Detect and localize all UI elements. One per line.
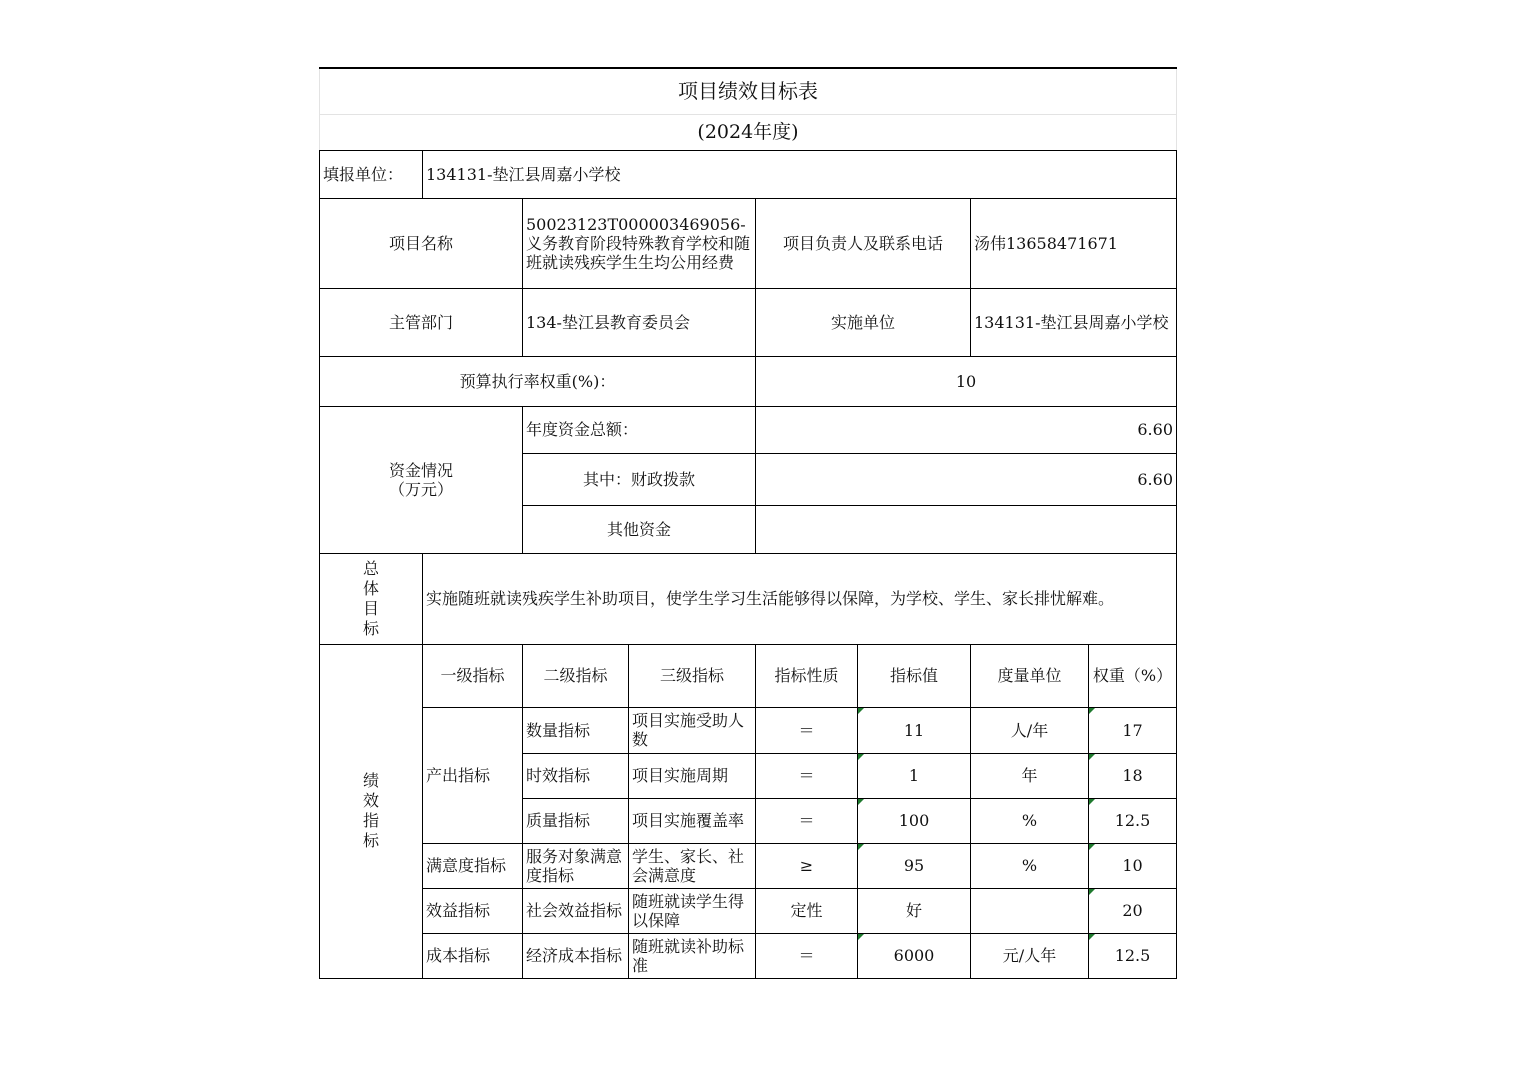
weight-cell: 18: [1089, 753, 1177, 798]
header-weight: 权重（%）: [1089, 644, 1177, 707]
leader-label: 项目负责人及联系电话: [756, 198, 971, 288]
header-level3: 三级指标: [629, 644, 756, 707]
weight-cell: 17: [1089, 707, 1177, 753]
table-row: [320, 707, 1177, 753]
header-level2: 二级指标: [523, 644, 629, 707]
nature-cell: ＝: [756, 753, 858, 798]
level1-cell: 成本指标: [423, 933, 523, 978]
unit-label: 填报单位：: [320, 150, 423, 198]
project-name-label: 项目名称: [320, 198, 523, 288]
perf-label-char: 指: [362, 811, 379, 830]
perf-label-char: 绩: [362, 771, 379, 790]
value-cell: 100: [858, 798, 971, 843]
weight-cell: 20: [1089, 888, 1177, 933]
funds-label-line1: 资金情况: [388, 460, 453, 480]
level3-cell: 学生、家长、社会满意度: [629, 843, 756, 888]
goal-label: [320, 553, 423, 644]
level3-cell: 项目实施覆盖率: [629, 798, 756, 843]
budget-rate-value: 10: [756, 356, 1177, 406]
unit-cell: %: [971, 843, 1089, 888]
perf-label-char: 标: [362, 831, 379, 850]
perf-label: [320, 644, 423, 978]
level2-cell: 经济成本指标: [523, 933, 629, 978]
level3-cell: 随班就读补助标准: [629, 933, 756, 978]
funds-other-value: [756, 505, 1177, 553]
goal-label-char: 标: [362, 618, 379, 638]
funds-fiscal-label: 其中：财政拨款: [523, 453, 756, 505]
level3-cell: 随班就读学生得以保障: [629, 888, 756, 933]
level2-cell: 服务对象满意度指标: [523, 843, 629, 888]
funds-label-line2: （万元）: [388, 479, 453, 499]
value-cell: 1: [858, 753, 971, 798]
level2-cell: 时效指标: [523, 753, 629, 798]
value-cell: 6000: [858, 933, 971, 978]
unit-value: 134131-垫江县周嘉小学校: [423, 150, 1177, 198]
nature-cell: ＝: [756, 933, 858, 978]
funds-other-label: 其他资金: [523, 505, 756, 553]
header-nature: 指标性质: [756, 644, 858, 707]
unit-cell: 年: [971, 753, 1089, 798]
weight-cell: 12.5: [1089, 798, 1177, 843]
weight-cell: 12.5: [1089, 933, 1177, 978]
header-level1: 一级指标: [423, 644, 523, 707]
level3-cell: 项目实施周期: [629, 753, 756, 798]
level1-cell: 产出指标: [423, 707, 523, 843]
table-row: [320, 933, 1177, 978]
performance-target-table: [319, 67, 1177, 979]
level2-cell: 质量指标: [523, 798, 629, 843]
leader-value: 汤伟13658471671: [971, 198, 1177, 288]
impl-label: 实施单位: [756, 288, 971, 356]
unit-cell: [971, 888, 1089, 933]
funds-fiscal-value: 6.60: [756, 453, 1177, 505]
funds-total-label: 年度资金总额：: [523, 406, 756, 453]
level1-cell: 满意度指标: [423, 843, 523, 888]
dept-value: 134-垫江县教育委员会: [523, 288, 756, 356]
goal-label-char: 体: [362, 578, 379, 598]
value-cell: 95: [858, 843, 971, 888]
nature-cell: 定性: [756, 888, 858, 933]
table-year: (2024年度): [320, 114, 1177, 150]
dept-label: 主管部门: [320, 288, 523, 356]
header-unit: 度量单位: [971, 644, 1089, 707]
table-row: [320, 888, 1177, 933]
nature-cell: ≥: [756, 843, 858, 888]
project-name-value: 50023123T000003469056-义务教育阶段特殊教育学校和随班就读残疾学生生均公用经费: [523, 198, 756, 288]
unit-cell: 元/人年: [971, 933, 1089, 978]
table-title: 项目绩效目标表: [320, 68, 1177, 114]
level3-cell: 项目实施受助人数: [629, 707, 756, 753]
unit-cell: 人/年: [971, 707, 1089, 753]
header-value: 指标值: [858, 644, 971, 707]
perf-label-char: 效: [362, 791, 379, 810]
level2-cell: 社会效益指标: [523, 888, 629, 933]
value-cell: 11: [858, 707, 971, 753]
funds-total-value: 6.60: [756, 406, 1177, 453]
nature-cell: ＝: [756, 798, 858, 843]
funds-label: [320, 406, 523, 553]
goal-label-char: 总: [362, 558, 379, 578]
unit-cell: %: [971, 798, 1089, 843]
nature-cell: ＝: [756, 707, 858, 753]
level2-cell: 数量指标: [523, 707, 629, 753]
goal-label-char: 目: [362, 598, 379, 618]
value-cell: 好: [858, 888, 971, 933]
impl-value: 134131-垫江县周嘉小学校: [971, 288, 1177, 356]
table-row: [320, 843, 1177, 888]
weight-cell: 10: [1089, 843, 1177, 888]
budget-rate-label: 预算执行率权重(%)：: [320, 356, 756, 406]
goal-text: 实施随班就读残疾学生补助项目，使学生学习生活能够得以保障，为学校、学生、家长排忧解难。: [423, 553, 1177, 644]
level1-cell: 效益指标: [423, 888, 523, 933]
